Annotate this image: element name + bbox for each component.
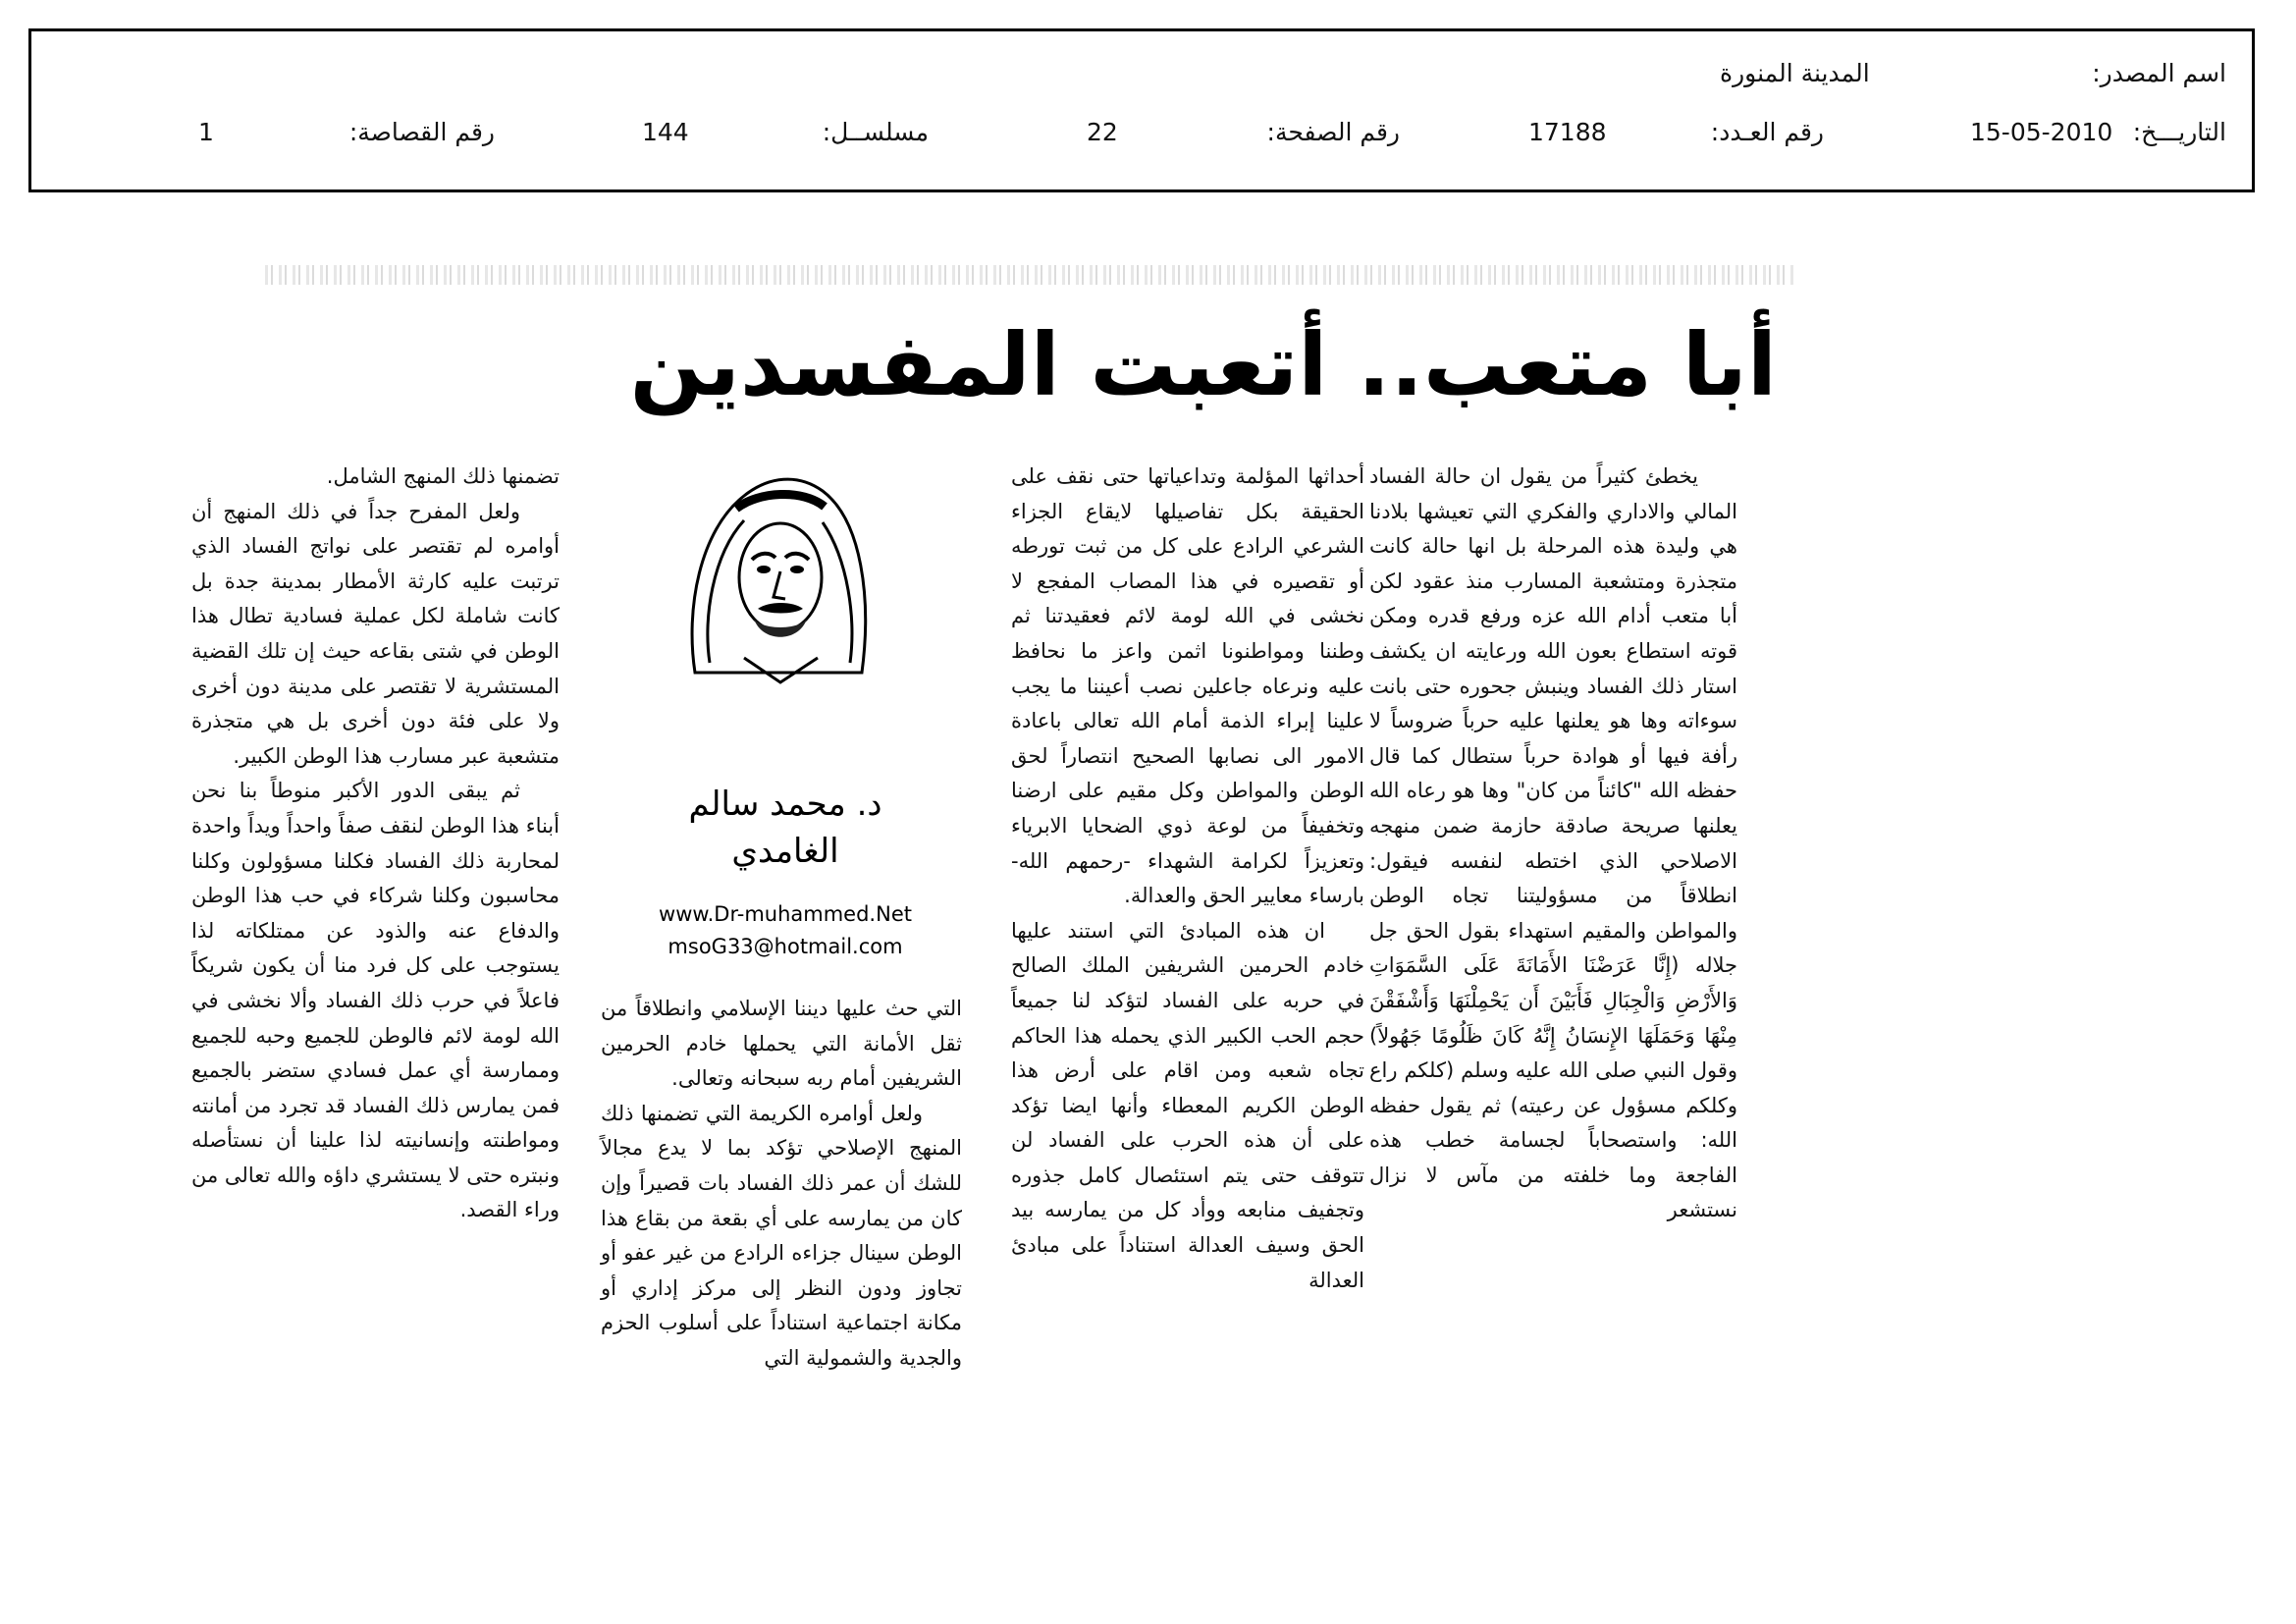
article-column-4 [191, 460, 560, 1530]
author-website-link[interactable]: www.Dr-muhammed.Net [659, 902, 912, 926]
date-value: 15-05-2010 [1970, 118, 2113, 146]
article-column-1 [1369, 460, 1737, 1530]
clipping-header-box [28, 28, 2255, 192]
serial-value: 144 [642, 118, 689, 146]
paragraph: ولعل أوامره الكريمة التي تضمنها ذلك المنهج الإصلاحي تؤكد بما لا يدع مجالاً للشك أن عمر ذلك الفساد بات قصيراً وإن كان من يمارسه على أي بقعة من بقاع هذا الوطن سينال جزاءه الرادع من غير عفو أو تجاوز ودون النظر إلى مركز إداري أو مكانة اجتماعية استناداً على أسلوب الحزم والجدية والشمولية التي [601, 1101, 962, 1370]
paragraph: ولعل المفرح جداً في ذلك المنهج أن أوامره لم تقتصر على نواتج الفساد الذي ترتبت عليه كارثة الأمطار بمدينة جدة بل كانت شاملة لكل عملية فسادية تطال هذا الوطن في شتى بقاعه حيث إن تلك القضية المستشرية لا تقتصر على مدينة دون أخرى ولا على فئة دون أخرى بل هي متجذرة متشعبة عبر مسارب هذا الوطن الكبير. [191, 499, 560, 768]
article-headline: أبا متعب.. أتعبت المفسدين [629, 314, 1777, 415]
clip-number-label: رقم القصاصة: [348, 118, 495, 146]
author-contact [628, 898, 942, 967]
clip-number-value: 1 [198, 118, 214, 146]
paragraph: التي حث عليها ديننا الإسلامي وانطلاقاً من ثقل الأمانة التي يحملها خادم الحرمين الشريفين أمام ربه سبحانه وتعالى. [601, 997, 962, 1091]
source-label: اسم المصدر: [2092, 59, 2226, 87]
paragraph: ان هذه المبادئ التي استند عليها خادم الحرمين الشريفين الملك الصالح في حربه على الفساد لتؤكد لنا جميعاً حجم الحب الكبير الذي يحمله هذا الحاكم تجاه شعبه ومن اقام على أرض هذا الوطن الكريم المعطاء وأنها ايضا تؤكد على أن هذه الحرب على الفساد لن تتوقف حتى يتم استئصال كامل جذوره وتجفيف منابعه ووأد كل من يمارسه بيد الحق وسيف العدالة استناداً على مبادئ العدالة [1011, 918, 1364, 1292]
article-column-3 [601, 992, 962, 1530]
article-column-2 [1011, 460, 1364, 1530]
author-email-link[interactable]: msoG33@hotmail.com [667, 935, 903, 958]
source-value: المدينة المنورة [1720, 59, 1870, 87]
paragraph: أحداثها المؤلمة وتداعياتها حتى نقف على الحقيقة بكل تفاصيلها لايقاع الجزاء الشرعي الرادع على كل من ثبت تورطه أو تقصيره في هذا المصاب المفجع لا نخشى في الله لومة لائم فعقيدتنا ثم وطننا ومواطنونا اثمن واعز ما نحافظ عليه ونرعاه جاعلين نصب أعيننا ما يجب علينا إبراء الذمة أمام الله تعالى باعادة الامور الى نصابها الصحيح انتصاراً لحق الوطن والمواطن وكل مقيم على ارضنا وتخفيفاً من لوعة ذوي الضحايا الابرياء وتعزيزاً لكرامة الشهداء -رحمهم الله- بارساء معايير الحق والعدالة. [1011, 464, 1364, 908]
paragraph: يخطئ كثيراً من يقول ان حالة الفساد المالي والاداري والفكري التي تعيشها بلادنا هي وليدة هذه المرحلة بل انها حالة كانت متجذرة ومتشعبة المسارب منذ عقود لكن أبا متعب أدام الله عزه ورفع قدره ومكن قوته استطاع بعون الله ورعايته ان يكشف استار ذلك الفساد وينبش جحوره حتى بانت سوءاته وها هو يعلنها عليه حرباً ضروساً لا رأفة فيها أو هوادة حرباً ستطال كما قال حفظه الله "كائناً من كان" وها هو رعاه الله يعلنها صريحة صادقة حازمة ضمن منهجه الاصلاحي الذي اختطه لنفسه فيقول: انطلاقاً من مسؤوليتنا تجاه الوطن والمواطن والمقيم استهداء بقول الحق جل جلاله (إِنَّا عَرَضْنَا الأَمَانَةَ عَلَى السَّمَوَاتِ وَالأَرْضِ وَالْجِبَالِ فَأَبَيْنَ أَن يَحْمِلْنَهَا وَأَشْفَقْنَ مِنْهَا وَحَمَلَهَا الإِنسَانُ إِنَّهُ كَانَ ظَلُومًا جَهُولاً) وقول النبي صلى الله عليه وسلم (كلكم راع وكلكم مسؤول عن رعيته) ثم يقول حفظه الله: واستصحاباً لجسامة خطب هذه الفاجعة وما خلفته من مآس لا نزال نستشعر [1369, 464, 1737, 1222]
author-name-line1: د. محمد سالم [688, 785, 882, 824]
issue-value: 17188 [1528, 118, 1607, 146]
page-value: 22 [1087, 118, 1118, 146]
page-label: رقم الصفحة: [1266, 118, 1400, 146]
author-name-line2: الغامدي [731, 832, 839, 871]
serial-label: مسلســل: [822, 118, 929, 146]
date-label: التاريـــخ: [2132, 118, 2226, 146]
paragraph: تضمنها ذلك المنهج الشامل. [326, 464, 560, 488]
author-portrait-image [675, 461, 881, 687]
author-name [638, 781, 933, 879]
scan-noise-strip [265, 265, 1796, 285]
paragraph: ثم يبقى الدور الأكبر منوطاً بنا نحن أبناء هذا الوطن لنقف صفاً واحداً ويداً واحدة لمحاربة ذلك الفساد فكلنا مسؤولون وكلنا محاسبون وكلنا شركاء في حب هذا الوطن والدفاع عنه والذود عن ممتلكاته لذا يستوجب على كل فرد منا أن يكون شريكاً فاعلاً في حرب ذلك الفساد وألا نخشى في الله لومة لائم فالوطن للجميع وحبه للجميع وممارسة أي عمل فسادي ستضر بالجميع فمن يمارس ذلك الفساد قد تجرد من أمانته ومواطنته وإنسانيته لذا علينا أن نستأصله ونبتره حتى لا يستشري داؤه والله تعالى من وراء القصد. [191, 779, 560, 1222]
issue-label: رقم العـدد: [1710, 118, 1824, 146]
